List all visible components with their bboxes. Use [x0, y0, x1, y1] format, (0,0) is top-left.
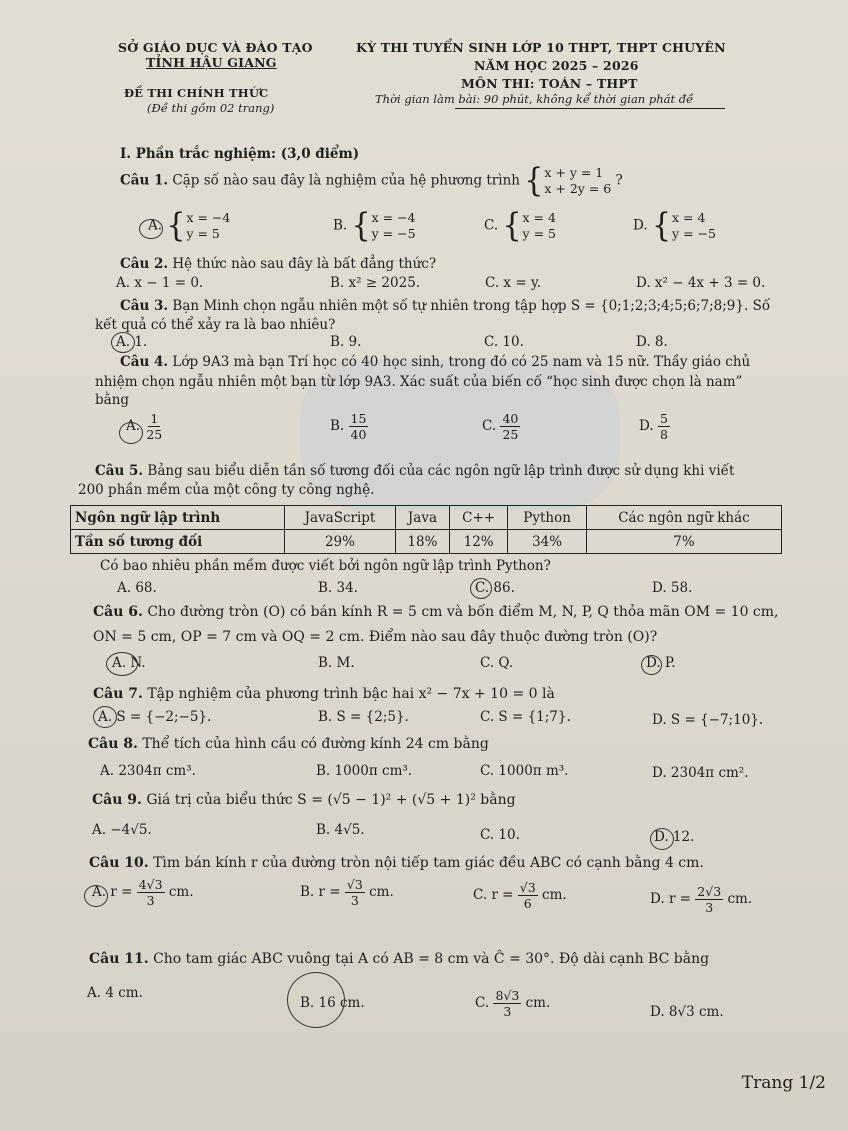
q1-d-letter: D.: [633, 217, 648, 234]
section-title: I. Phần trắc nghiệm: (3,0 điểm): [120, 146, 360, 162]
q11-label: Câu 11.: [89, 951, 149, 967]
q10-b-unit: cm.: [369, 884, 394, 900]
q4-a-letter: A.: [126, 418, 141, 434]
table-cell: Python: [508, 506, 587, 530]
q4-b-letter: B.: [330, 418, 345, 434]
q5-stem: [95, 463, 734, 479]
q1-text: Cặp số nào sau đây là nghiệm của hệ phương trình: [172, 172, 520, 189]
table-header-cell: Ngôn ngữ lập trình: [71, 506, 285, 530]
q6-stem: [93, 604, 779, 620]
answer-circle-mark: [287, 972, 345, 1028]
q9-text: Giá trị của biểu thức S = (√5 − 1)² + (√5 + 1)² bằng: [146, 792, 516, 808]
q9-option-d[interactable]: D. 12.: [654, 829, 695, 845]
q9-option-b[interactable]: B. 4√5.: [316, 822, 365, 838]
q7-label: Câu 7.: [93, 686, 143, 702]
q4-text2: nhiệm chọn ngẫu nhiên một bạn từ lớp 9A3. Xác suất của biến cố “học sinh được chọn là nam”: [95, 374, 743, 390]
q10-c-den: 6: [523, 896, 532, 911]
q10-text: Tìm bán kính r của đường tròn nội tiếp tam giác đều ABC có cạnh bằng 4 cm.: [153, 855, 704, 871]
q10-d-num: 2√3: [697, 884, 722, 899]
q3-option-c[interactable]: C. 10.: [484, 334, 524, 350]
q6-option-d[interactable]: D. P.: [646, 655, 676, 671]
q10-c-unit: cm.: [542, 887, 567, 903]
q1-stem: [120, 161, 623, 200]
table-cell: C++: [450, 506, 508, 530]
q10-c-letter: C.: [473, 887, 488, 903]
time-note: Thời gian làm bài: 90 phút, không kể thời gian phát đề: [375, 92, 694, 106]
q2-option-d[interactable]: D. x² − 4x + 3 = 0.: [636, 275, 766, 291]
q7-option-c[interactable]: C. S = {1;7}.: [480, 709, 571, 725]
q3-option-d[interactable]: D. 8.: [636, 334, 668, 350]
q2-stem: [120, 256, 436, 272]
q4-a-den: 25: [146, 427, 163, 442]
table-row: [71, 530, 782, 554]
q1-tail: ?: [615, 172, 623, 189]
table-header-cell: Tần số tương đối: [71, 530, 285, 554]
q11-stem: [89, 951, 709, 967]
answer-circle-mark: [111, 332, 135, 353]
answer-circle-mark: [470, 578, 492, 599]
q1-a-l1: x = −4: [186, 210, 231, 225]
q1-c-l1: x = 4: [522, 210, 556, 225]
dept-line2: TỈNH HẬU GIANG: [146, 55, 277, 70]
q2-label: Câu 2.: [120, 256, 169, 272]
q5-text2: 200 phần mềm của một công ty công nghệ.: [78, 482, 375, 498]
q1-option-c[interactable]: C. { x = 4 y = 5: [484, 206, 556, 245]
q10-b-letter: B.: [300, 884, 315, 900]
q8-stem: [88, 736, 489, 752]
q10-a-unit: cm.: [168, 884, 194, 900]
q8-label: Câu 8.: [88, 736, 138, 752]
exam-title: KỲ THI TUYỂN SINH LỚP 10 THPT, THPT CHUYÊN: [356, 40, 726, 55]
q7-text: Tập nghiệm của phương trình bậc hai x² − 7x + 10 = 0 là: [147, 686, 555, 702]
q1-system: { x + y = 1 x + 2y = 6: [524, 161, 612, 200]
q9-label: Câu 9.: [92, 792, 142, 808]
q1-eq1: x + y = 1: [544, 165, 604, 180]
q4-b-num: 15: [350, 411, 367, 426]
q11-c-letter: C.: [475, 995, 490, 1011]
q6-text2: ON = 5 cm, OP = 7 cm và OQ = 2 cm. Điểm nào sau đây thuộc đường tròn (O)?: [93, 629, 658, 645]
q1-a-l2: y = 5: [186, 226, 220, 241]
q10-b-den: 3: [350, 893, 359, 908]
header-rule: [455, 108, 725, 109]
q11-c-num: 8√3: [495, 988, 520, 1003]
q4-d-letter: D.: [639, 418, 654, 434]
q11-c-den: 3: [503, 1004, 512, 1019]
q3-text2: kết quả có thể xảy ra là bao nhiêu?: [95, 317, 336, 333]
q9-option-c[interactable]: C. 10.: [480, 827, 520, 843]
q1-option-d[interactable]: D. { x = 4 y = −5: [633, 206, 716, 245]
q7-option-a[interactable]: A. S = {−2;−5}.: [98, 709, 212, 725]
q10-a-den: 3: [146, 893, 155, 908]
school-year: NĂM HỌC 2025 – 2026: [474, 58, 639, 73]
q3-stem: [120, 298, 770, 314]
q6-option-b[interactable]: B. M.: [318, 655, 355, 671]
q1-c-letter: C.: [484, 217, 499, 234]
dept-line1: SỞ GIÁO DỤC VÀ ĐÀO TẠO: [118, 40, 313, 55]
q6-option-a[interactable]: A. N.: [112, 655, 146, 671]
answer-circle-mark: [84, 885, 108, 907]
q8-option-a[interactable]: A. 2304π cm³.: [100, 763, 196, 779]
q10-option-c[interactable]: [473, 880, 567, 911]
answer-circle-mark: [139, 219, 163, 239]
q4-c-num: 40: [502, 411, 519, 426]
q4-option-b[interactable]: [330, 411, 368, 442]
q9-option-a[interactable]: A. −4√5.: [92, 822, 152, 838]
q11-option-b[interactable]: B. 16 cm.: [300, 995, 365, 1011]
table-cell: 18%: [395, 530, 449, 554]
answer-circle-mark: [119, 422, 143, 444]
pages-note: (Đề thi gồm 02 trang): [147, 101, 275, 115]
q5-text: Bảng sau biểu diễn tần số tương đối của các ngôn ngữ lập trình được sử dụng khi viết: [147, 463, 735, 479]
subject: MÔN THI: TOÁN – THPT: [461, 76, 638, 91]
q11-option-d[interactable]: D. 8√3 cm.: [650, 1004, 724, 1020]
q4-c-letter: C.: [482, 418, 497, 434]
q11-option-a[interactable]: A. 4 cm.: [87, 985, 143, 1001]
q2-option-c[interactable]: C. x = y.: [485, 275, 542, 291]
q10-a-pre: r =: [110, 884, 133, 900]
q8-option-d[interactable]: D. 2304π cm².: [652, 765, 749, 781]
answer-circle-mark: [650, 828, 674, 850]
q3-text: Bạn Minh chọn ngẫu nhiên một số tự nhiên trong tập hợp S = {0;1;2;3;4;5;6;7;8;9}. Số: [172, 298, 771, 314]
q2-text: Hệ thức nào sau đây là bất đẳng thức?: [172, 256, 437, 272]
q10-stem: [89, 855, 704, 871]
q7-option-d[interactable]: D. S = {−7;10}.: [652, 712, 764, 728]
table-cell: 12%: [450, 530, 508, 554]
q10-a-letter: A.: [92, 884, 107, 900]
q1-eq2: x + 2y = 6: [544, 181, 612, 196]
q6-text: Cho đường tròn (O) có bán kính R = 5 cm và bốn điểm M, N, P, Q thỏa mãn OM = 10 cm,: [147, 604, 779, 620]
q8-text: Thể tích của hình cầu có đường kính 24 cm bằng: [142, 736, 489, 752]
q10-option-d[interactable]: [650, 884, 752, 915]
official-label: ĐỀ THI CHÍNH THỨC: [124, 86, 269, 100]
q10-label: Câu 10.: [89, 855, 149, 871]
q4-text3: bằng: [95, 392, 130, 408]
q2-option-a[interactable]: A. x − 1 = 0.: [116, 275, 204, 291]
q5-option-b[interactable]: B. 34.: [318, 580, 358, 596]
q10-d-letter: D.: [650, 891, 665, 907]
answer-circle-mark: [93, 706, 117, 728]
q1-a-letter: A.: [148, 217, 163, 234]
q1-option-a[interactable]: A. { x = −4 y = 5: [148, 206, 231, 245]
q2-option-b[interactable]: B. x² ≥ 2025.: [330, 275, 421, 291]
q10-c-pre: r =: [491, 887, 514, 903]
q1-d-l2: y = −5: [672, 226, 716, 241]
table-row: [71, 506, 782, 530]
q5-option-a[interactable]: A. 68.: [117, 580, 157, 596]
q3-option-a[interactable]: A. 1.: [116, 334, 148, 350]
q1-option-b[interactable]: B. { x = −4 y = −5: [333, 206, 416, 245]
q5-option-c[interactable]: C. 86.: [475, 580, 515, 596]
page-footer: Trang 1/2: [741, 1073, 826, 1093]
table-cell: Các ngôn ngữ khác: [586, 506, 781, 530]
q4-option-c[interactable]: [482, 411, 520, 442]
q8-option-b[interactable]: B. 1000π cm³.: [316, 763, 413, 779]
q1-d-l1: x = 4: [672, 210, 706, 225]
q1-b-letter: B.: [333, 217, 348, 234]
answer-circle-mark: [641, 655, 662, 675]
q5-label: Câu 5.: [95, 463, 144, 479]
frequency-table: [70, 505, 782, 554]
q7-option-b[interactable]: B. S = {2;5}.: [318, 709, 409, 725]
q4-c-den: 25: [502, 427, 519, 442]
q8-option-c[interactable]: C. 1000π m³.: [480, 763, 569, 779]
q10-option-b[interactable]: [300, 877, 394, 908]
q6-option-c[interactable]: C. Q.: [480, 655, 514, 671]
q1-c-l2: y = 5: [522, 226, 556, 241]
q4-option-d[interactable]: [639, 411, 670, 442]
q4-text: Lớp 9A3 mà bạn Trí học có 40 học sinh, trong đó có 25 nam và 15 nữ. Thầy giáo chủ: [172, 354, 751, 370]
q4-b-den: 40: [350, 427, 367, 442]
q11-c-unit: cm.: [525, 995, 551, 1011]
q1-b-l1: x = −4: [371, 210, 416, 225]
table-cell: Java: [395, 506, 449, 530]
q10-b-pre: r =: [318, 884, 341, 900]
q4-a-num: 1: [150, 411, 159, 426]
q4-d-num: 5: [659, 411, 668, 426]
q3-label: Câu 3.: [120, 298, 169, 314]
q4-label: Câu 4.: [120, 354, 169, 370]
q9-stem: [92, 792, 516, 808]
q10-d-unit: cm.: [727, 891, 753, 907]
q6-label: Câu 6.: [93, 604, 143, 620]
table-cell: 7%: [586, 530, 781, 554]
q10-b-num: √3: [346, 877, 363, 892]
q10-c-num: √3: [519, 880, 536, 895]
q1-b-l2: y = −5: [371, 226, 416, 241]
q10-d-den: 3: [705, 900, 714, 915]
q4-d-den: 8: [659, 427, 668, 442]
q1-label: Câu 1.: [120, 172, 169, 189]
q5-option-d[interactable]: D. 58.: [652, 580, 693, 596]
q10-a-num: 4√3: [138, 877, 163, 892]
q10-d-pre: r =: [668, 891, 691, 907]
table-cell: 34%: [508, 530, 587, 554]
q4-stem: [120, 354, 750, 370]
answer-circle-mark: [106, 652, 138, 676]
q5-question: Có bao nhiêu phần mềm được viết bởi ngôn ngữ lập trình Python?: [100, 558, 551, 574]
table-cell: JavaScript: [285, 506, 396, 530]
q3-option-b[interactable]: B. 9.: [330, 334, 362, 350]
q7-stem: [93, 686, 555, 702]
table-cell: 29%: [285, 530, 396, 554]
q11-option-c[interactable]: [475, 988, 550, 1019]
q11-text: Cho tam giác ABC vuông tại A có AB = 8 cm và Ĉ = 30°. Độ dài cạnh BC bằng: [153, 951, 710, 967]
